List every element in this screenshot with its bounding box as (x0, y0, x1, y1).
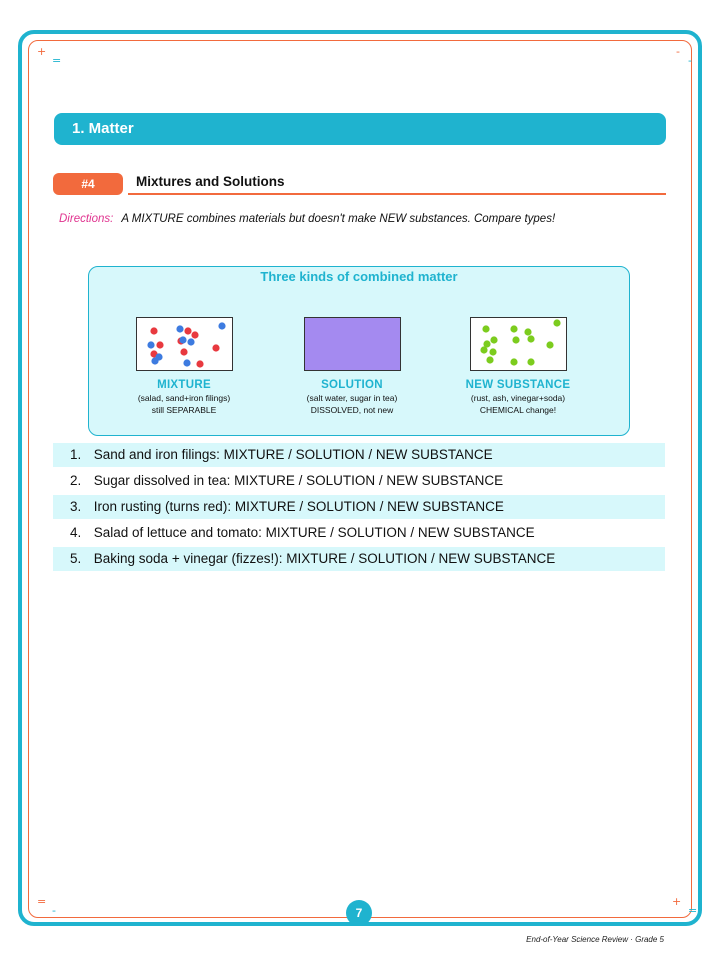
page-number: 7 (346, 900, 372, 926)
corner-plus-mark: + (37, 45, 47, 58)
question-number: 4. (70, 525, 82, 540)
kind-examples: (salt water, sugar in tea) (306, 393, 398, 403)
question-row (53, 495, 665, 519)
directions-text: A MIXTURE combines materials but doesn't make NEW substances. Compare types! (121, 213, 556, 225)
mixed-particles-icon (136, 317, 233, 371)
question-text: Sand and iron filings: MIXTURE / SOLUTION / NEW SUBSTANCE (93, 447, 493, 462)
kind-examples: (salad, sand+iron filings) (137, 393, 231, 403)
page-footer: End-of-Year Science Review · Grade 5 (526, 935, 664, 944)
kind-solution (277, 317, 427, 416)
question-number: 1. (70, 447, 82, 462)
kind-mixture (109, 317, 259, 416)
kinds-panel (88, 266, 630, 436)
question-text: Iron rusting (turns red): MIXTURE / SOLUTION / NEW SUBSTANCE (93, 499, 504, 514)
question-number: 3. (70, 499, 82, 514)
kind-note: still SEPARABLE (151, 405, 217, 415)
question-text: Sugar dissolved in tea: MIXTURE / SOLUTION / NEW SUBSTANCE (93, 473, 504, 488)
panel-title: Three kinds of combined matter (260, 269, 458, 284)
corner-minus-mark: - (688, 54, 692, 67)
lesson-title: Mixtures and Solutions (136, 174, 285, 189)
corner-plus-mark: + (672, 895, 682, 908)
question-row (53, 521, 665, 545)
dissolved-solution-icon (304, 317, 401, 371)
question-number: 2. (70, 473, 82, 488)
question-row (53, 443, 665, 467)
corner-minus-mark: - (676, 45, 680, 58)
kind-note: DISSOLVED, not new (310, 405, 394, 415)
kind-name: SOLUTION (321, 379, 383, 391)
section-header: 1. Matter (54, 113, 666, 145)
lesson-badge: #4 (53, 173, 123, 195)
directions-label: Directions: (59, 213, 114, 225)
question-row (53, 547, 665, 571)
question-row (53, 469, 665, 493)
directions (59, 213, 555, 225)
kind-name: NEW SUBSTANCE (465, 379, 571, 391)
question-number: 5. (70, 551, 82, 566)
corner-equals-mark: = (688, 904, 698, 917)
corner-minus-mark: - (52, 904, 56, 917)
kind-note: CHEMICAL change! (479, 405, 557, 415)
new-substance-particles-icon (470, 317, 567, 371)
question-text: Salad of lettuce and tomato: MIXTURE / SOLUTION / NEW SUBSTANCE (93, 525, 535, 540)
question-list (53, 443, 665, 573)
question-text: Baking soda + vinegar (fizzes!): MIXTURE / SOLUTION / NEW SUBSTANCE (93, 551, 556, 566)
kind-new-substance (443, 317, 593, 416)
corner-equals-mark: = (37, 895, 47, 908)
corner-equals-mark: = (52, 54, 62, 67)
kind-examples: (rust, ash, vinegar+soda) (470, 393, 566, 403)
lesson-title-rule (128, 193, 666, 195)
kind-name: MIXTURE (157, 379, 211, 391)
